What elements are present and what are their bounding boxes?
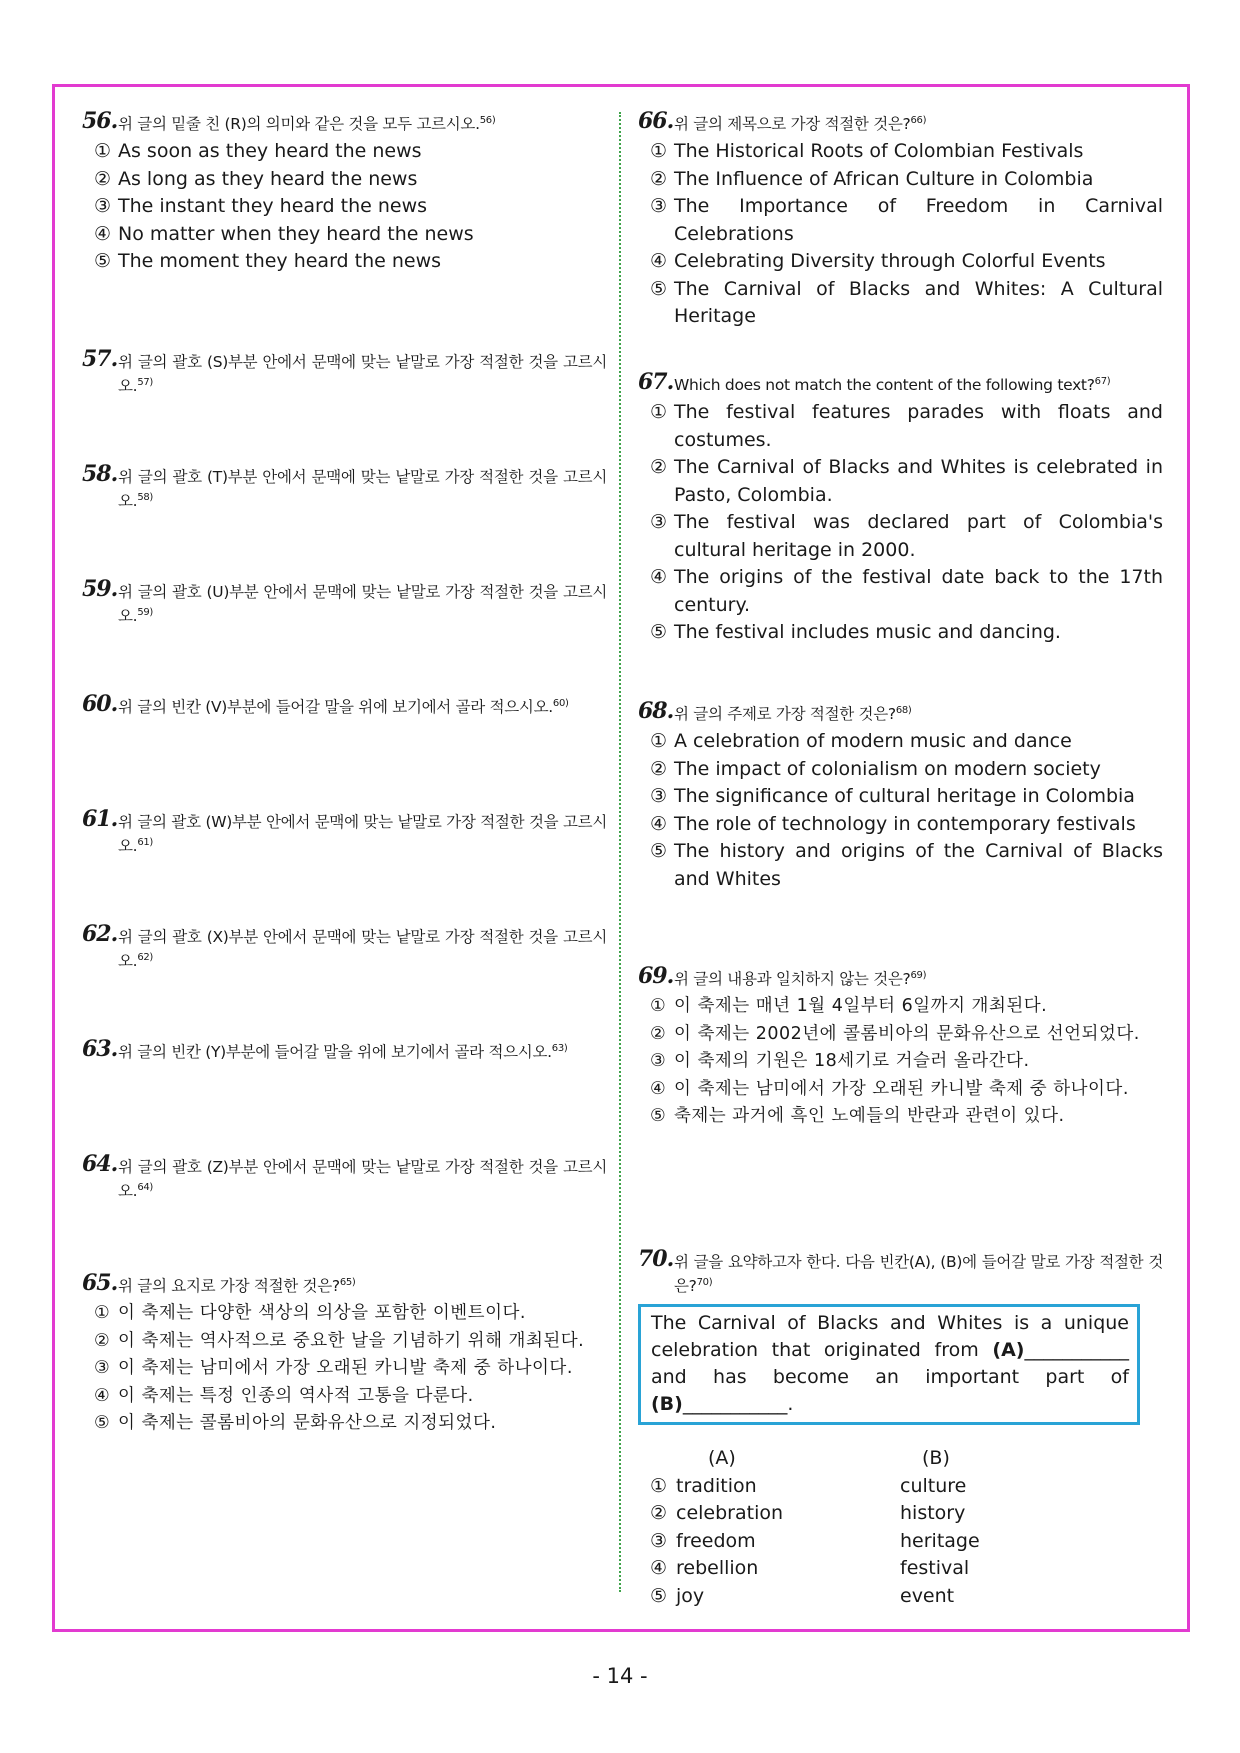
option[interactable] xyxy=(638,1021,1163,1049)
footnote-ref: 67) xyxy=(1094,375,1111,387)
question-number: 60. xyxy=(82,691,118,717)
blank-b-label: (B) xyxy=(651,1393,683,1415)
option-mark: ② xyxy=(650,757,668,780)
option-text: The Carnival of Blacks and Whites is celebrated in Pasto, Colombia. xyxy=(674,456,1163,506)
footnote-ref: 59) xyxy=(137,606,154,618)
blank-b[interactable]: ___________ xyxy=(682,1393,788,1415)
options-list xyxy=(82,1300,607,1438)
question-text: 위 글의 괄호 (X)부분 안에서 문맥에 맞는 낱말로 가장 적절한 것을 고르시오. xyxy=(118,928,607,970)
option-text: The Historical Roots of Colombian Festivals xyxy=(674,140,1084,162)
footnote-ref: 68) xyxy=(895,704,912,716)
question-text: 위 글의 괄호 (S)부분 안에서 문맥에 맞는 낱말로 가장 적절한 것을 고르시오. xyxy=(118,353,607,395)
option[interactable] xyxy=(82,193,607,221)
question-text: 위 글의 제목으로 가장 적절한 것은? xyxy=(674,115,911,133)
answer-table-header xyxy=(638,1445,1163,1473)
question-text: 위 글을 요약하고자 한다. 다음 빈칸(A), (B)에 들어갈 말로 가장 적절한 것은? xyxy=(674,1253,1163,1295)
question-number: 64. xyxy=(82,1151,118,1177)
option[interactable] xyxy=(638,509,1163,564)
option-mark: ② xyxy=(650,1023,667,1044)
question-stem xyxy=(82,461,607,513)
option-mark: ⑤ xyxy=(650,1106,667,1126)
option-mark: ④ xyxy=(94,1385,111,1406)
option-mark: ① xyxy=(650,401,668,423)
option-text: 이 축제는 매년 1월 4일부터 6일까지 개최된다. xyxy=(674,996,1048,1016)
question-60 xyxy=(82,691,607,719)
option-mark: ① xyxy=(94,1303,111,1323)
answer-a: tradition xyxy=(676,1474,757,1497)
option[interactable] xyxy=(638,756,1163,784)
option-text: 이 축제의 기원은 18세기로 거슬러 올라간다. xyxy=(674,1051,1030,1071)
option[interactable] xyxy=(638,811,1163,839)
summary-text: and has become an important part of xyxy=(651,1366,1129,1388)
option-text: No matter when they heard the news xyxy=(118,222,474,245)
answer-a: celebration xyxy=(676,1502,784,1524)
option-mark: ④ xyxy=(650,566,668,588)
question-59 xyxy=(82,576,607,628)
option-mark: ⑤ xyxy=(650,1584,668,1607)
option-mark: ④ xyxy=(650,1078,667,1099)
option-text: 이 축제는 특정 인종의 역사적 고통을 다룬다. xyxy=(118,1385,474,1406)
question-number: 63. xyxy=(82,1036,118,1062)
question-text: 위 글의 내용과 일치하지 않는 것은? xyxy=(674,970,911,988)
question-64 xyxy=(82,1151,607,1203)
question-stem xyxy=(82,1270,607,1298)
option[interactable] xyxy=(638,619,1163,647)
question-stem xyxy=(82,691,607,719)
option-mark: ③ xyxy=(650,785,668,807)
question-text: 위 글의 주제로 가장 적절한 것은? xyxy=(674,705,896,723)
options-list xyxy=(638,399,1163,647)
option-mark: ④ xyxy=(650,812,668,835)
question-57 xyxy=(82,346,607,398)
question-stem xyxy=(638,369,1163,397)
option-mark: ⑤ xyxy=(650,277,668,300)
option-text: A celebration of modern music and dance xyxy=(674,730,1072,752)
question-text: 위 글의 빈칸 (Y)부분에 들어갈 말을 위에 보기에서 골라 적으시오. xyxy=(118,1043,552,1061)
option-text: As long as they heard the news xyxy=(118,167,418,190)
answer-b: heritage xyxy=(900,1529,980,1552)
answer-b: culture xyxy=(900,1474,967,1497)
option-mark: ① xyxy=(650,996,667,1016)
option-mark: ① xyxy=(650,1474,668,1497)
option-mark: ① xyxy=(650,140,668,162)
answer-row[interactable] xyxy=(638,1528,1163,1556)
option[interactable] xyxy=(638,993,1163,1021)
option-mark: ② xyxy=(650,1502,668,1524)
option[interactable] xyxy=(82,1355,607,1383)
question-number: 66. xyxy=(638,108,674,134)
question-number: 67. xyxy=(638,369,674,395)
answer-row[interactable] xyxy=(638,1473,1163,1501)
question-58 xyxy=(82,461,607,513)
option[interactable] xyxy=(638,276,1163,331)
question-65 xyxy=(82,1270,607,1438)
footnote-ref: 65) xyxy=(339,1276,356,1288)
option-text: 이 축제는 2002년에 콜롬비아의 문화유산으로 선언되었다. xyxy=(674,1023,1140,1044)
option-text: 이 축제는 남미에서 가장 오래된 카니발 축제 중 하나이다. xyxy=(118,1358,573,1378)
option-mark: ③ xyxy=(650,1051,667,1071)
question-66 xyxy=(638,108,1163,331)
option[interactable] xyxy=(638,1103,1163,1131)
option[interactable] xyxy=(638,1048,1163,1076)
option-mark: ① xyxy=(650,730,668,752)
question-number: 58. xyxy=(82,461,118,487)
option-text: Celebrating Diversity through Colorful Events xyxy=(674,250,1106,272)
footnote-ref: 66) xyxy=(910,114,927,126)
option-mark: ② xyxy=(94,167,112,190)
option-text: The festival was declared part of Colombia's cultural heritage in 2000. xyxy=(674,511,1163,561)
footnote-ref: 57) xyxy=(137,376,154,388)
option[interactable] xyxy=(82,1328,607,1356)
blank-a[interactable]: ___________ xyxy=(1024,1339,1129,1361)
option[interactable] xyxy=(638,783,1163,811)
question-61 xyxy=(82,806,607,858)
question-stem xyxy=(638,963,1163,991)
option-mark: ⑤ xyxy=(94,250,112,272)
question-number: 65. xyxy=(82,1270,118,1296)
options-list xyxy=(82,138,607,276)
question-stem xyxy=(82,806,607,858)
options-list xyxy=(638,993,1163,1131)
question-stem xyxy=(638,108,1163,136)
answer-row[interactable] xyxy=(638,1500,1163,1528)
footnote-ref: 62) xyxy=(137,951,154,963)
option-mark: ② xyxy=(650,456,668,478)
answer-b: festival xyxy=(900,1557,970,1579)
option[interactable] xyxy=(638,193,1163,248)
option[interactable] xyxy=(638,728,1163,756)
question-62 xyxy=(82,921,607,973)
question-text: 위 글의 괄호 (Z)부분 안에서 문맥에 맞는 낱말로 가장 적절한 것을 고르시오. xyxy=(118,1158,607,1200)
option[interactable] xyxy=(638,454,1163,509)
option-mark: ① xyxy=(94,140,112,162)
question-68 xyxy=(638,698,1163,893)
option-text: As soon as they heard the news xyxy=(118,140,422,162)
option-mark: ⑤ xyxy=(650,840,668,862)
question-number: 69. xyxy=(638,963,674,989)
question-stem xyxy=(82,108,607,136)
option[interactable] xyxy=(638,1076,1163,1104)
option-text: The instant they heard the news xyxy=(118,195,428,217)
footnote-ref: 63) xyxy=(551,1042,568,1054)
option-mark: ③ xyxy=(650,195,668,217)
footnote-ref: 60) xyxy=(552,697,569,709)
answer-a: freedom xyxy=(676,1529,756,1552)
question-70 xyxy=(638,1246,1163,1610)
question-56 xyxy=(82,108,607,276)
option[interactable] xyxy=(638,248,1163,276)
answer-a: joy xyxy=(676,1584,705,1607)
question-text: 위 글의 괄호 (U)부분 안에서 문맥에 맞는 낱말로 가장 적절한 것을 고르시오. xyxy=(118,583,607,625)
footnote-ref: 64) xyxy=(137,1181,154,1193)
question-text: Which does not match the content of the following text? xyxy=(674,376,1095,394)
option[interactable] xyxy=(82,1383,607,1411)
option-mark: ③ xyxy=(650,1529,668,1552)
question-stem xyxy=(82,1151,607,1203)
option-text: The history and origins of the Carnival of Blacks and Whites xyxy=(674,840,1163,890)
question-stem xyxy=(82,1036,607,1064)
options-list xyxy=(638,138,1163,331)
option-mark: ③ xyxy=(94,195,112,217)
page-number: - 14 - xyxy=(592,1664,648,1688)
option-text: The festival features parades with floats and costumes. xyxy=(674,401,1163,451)
question-67 xyxy=(638,369,1163,647)
option-mark: ③ xyxy=(650,511,668,533)
option-text: The origins of the festival date back to the 17th century. xyxy=(674,566,1163,616)
question-stem xyxy=(638,698,1163,726)
option-mark: ② xyxy=(94,1330,111,1351)
option[interactable] xyxy=(82,138,607,166)
question-text: 위 글의 빈칸 (V)부분에 들어갈 말을 위에 보기에서 골라 적으시오. xyxy=(118,698,553,716)
column-divider xyxy=(619,112,621,1592)
option[interactable] xyxy=(638,166,1163,194)
blank-a-label: (A) xyxy=(992,1339,1025,1361)
option-text: 이 축제는 역사적으로 중요한 날을 기념하기 위해 개최된다. xyxy=(118,1330,585,1351)
question-63 xyxy=(82,1036,607,1064)
question-stem xyxy=(82,576,607,628)
option-mark: ② xyxy=(650,167,668,190)
option-text: The Importance of Freedom in Carnival Celebrations xyxy=(674,195,1163,245)
answer-b: history xyxy=(900,1502,966,1524)
option[interactable] xyxy=(82,248,607,276)
answer-table xyxy=(638,1445,1163,1610)
option-text: The Carnival of Blacks and Whites: A Cultural Heritage xyxy=(674,277,1163,327)
option[interactable] xyxy=(82,166,607,194)
option-text: The festival includes music and dancing. xyxy=(674,621,1061,643)
option-text: The moment they heard the news xyxy=(118,250,442,272)
question-stem xyxy=(82,346,607,398)
question-number: 68. xyxy=(638,698,674,724)
question-stem xyxy=(638,1246,1163,1298)
question-number: 61. xyxy=(82,806,118,832)
option-text: The Influence of African Culture in Colombia xyxy=(674,167,1094,190)
column-b-header: (B) xyxy=(922,1447,950,1469)
footnote-ref: 56) xyxy=(479,114,496,126)
option[interactable] xyxy=(82,1300,607,1328)
option[interactable] xyxy=(638,564,1163,619)
question-text: 위 글의 요지로 가장 적절한 것은? xyxy=(118,1277,340,1295)
summary-box xyxy=(638,1304,1140,1425)
question-number: 70. xyxy=(638,1246,674,1272)
question-text: 위 글의 괄호 (W)부분 안에서 문맥에 맞는 낱말로 가장 적절한 것을 고르시오. xyxy=(118,813,607,855)
question-text: 위 글의 밑줄 친 (R)의 의미와 같은 것을 모두 고르시오. xyxy=(118,115,480,133)
option-mark: ⑤ xyxy=(650,621,668,643)
option-text: 이 축제는 남미에서 가장 오래된 카니발 축제 중 하나이다. xyxy=(674,1078,1129,1099)
answer-b: event xyxy=(900,1584,955,1607)
answer-row[interactable] xyxy=(638,1583,1163,1611)
option-mark: ④ xyxy=(650,1557,668,1579)
question-number: 62. xyxy=(82,921,118,947)
answer-row[interactable] xyxy=(638,1555,1163,1583)
question-69 xyxy=(638,963,1163,1131)
option[interactable] xyxy=(82,221,607,249)
option-mark: ④ xyxy=(650,250,668,272)
summary-text: The Carnival of Blacks and Whites is a unique celebration that originated from xyxy=(651,1312,1129,1361)
option-text: 이 축제는 다양한 색상의 의상을 포함한 이벤트이다. xyxy=(118,1303,526,1323)
option-text: 이 축제는 콜롬비아의 문화유산으로 지정되었다. xyxy=(118,1413,497,1433)
option-text: The role of technology in contemporary festivals xyxy=(674,812,1136,835)
question-number: 59. xyxy=(82,576,118,602)
option-text: 축제는 과거에 흑인 노예들의 반란과 관련이 있다. xyxy=(674,1106,1065,1126)
question-number: 57. xyxy=(82,346,118,372)
footnote-ref: 61) xyxy=(137,836,154,848)
footnote-ref: 58) xyxy=(137,491,154,503)
footnote-ref: 70) xyxy=(696,1276,713,1288)
option[interactable] xyxy=(638,138,1163,166)
summary-text: . xyxy=(787,1393,794,1415)
question-number: 56. xyxy=(82,108,118,134)
option-text: The impact of colonialism on modern society xyxy=(674,757,1101,780)
answer-a: rebellion xyxy=(676,1557,759,1579)
option-mark: ⑤ xyxy=(94,1413,111,1433)
option-text: The significance of cultural heritage in Colombia xyxy=(674,785,1135,807)
option[interactable] xyxy=(638,399,1163,454)
options-list xyxy=(638,728,1163,893)
footnote-ref: 69) xyxy=(910,969,927,981)
option[interactable] xyxy=(638,838,1163,893)
column-a-header: (A) xyxy=(708,1447,736,1469)
option-mark: ④ xyxy=(94,222,112,245)
question-stem xyxy=(82,921,607,973)
option[interactable] xyxy=(82,1410,607,1438)
option-mark: ③ xyxy=(94,1358,111,1378)
question-text: 위 글의 괄호 (T)부분 안에서 문맥에 맞는 낱말로 가장 적절한 것을 고르시오. xyxy=(118,468,607,510)
